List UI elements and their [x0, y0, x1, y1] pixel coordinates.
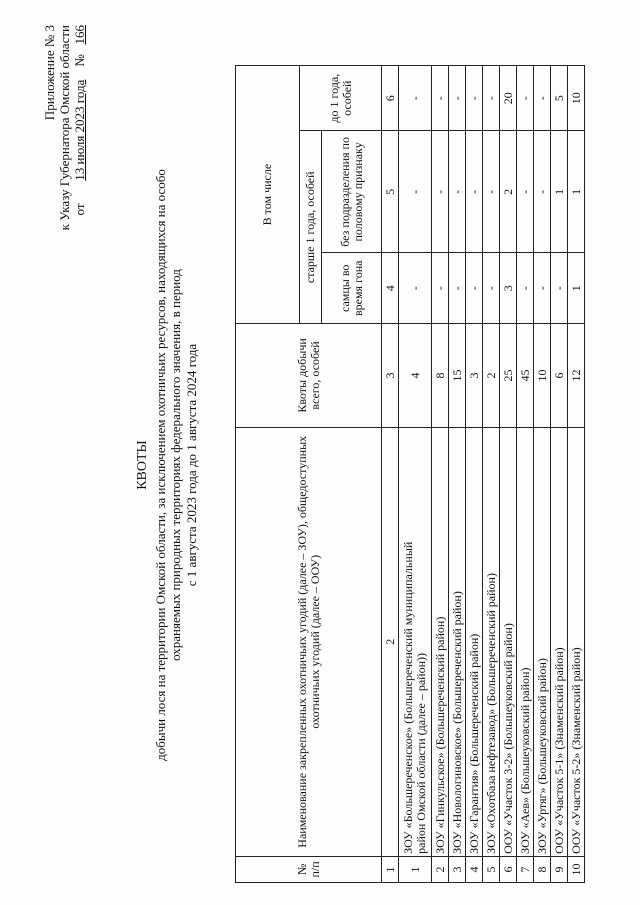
row-nosex: - [449, 131, 466, 253]
row-nosex: - [399, 131, 432, 253]
header-nosex: без подразделения по половому признаку [322, 131, 382, 253]
row-males: - [534, 253, 551, 324]
title-line-1: добычи лося на территории Омской области, за исключением охотничьих ресурсов, находящихся на особо [152, 169, 168, 761]
row-number: 5 [483, 856, 500, 882]
column-number-row [382, 66, 399, 883]
table-row [449, 66, 466, 883]
row-total: 45 [517, 324, 534, 427]
row-males: - [483, 253, 500, 324]
row-number: 1 [399, 856, 432, 882]
row-name: ЗОУ «Гарантия» (Большереченский район) [466, 427, 483, 856]
col-number: 3 [382, 324, 399, 427]
row-young: 10 [568, 66, 585, 131]
date-prefix: от [72, 203, 87, 216]
header-males: самцы во время гона [322, 253, 382, 324]
row-name: ЗОУ «Уртяг» (Большеуковский район) [534, 427, 551, 856]
decree-date: 13 июля 2023 года [72, 79, 87, 181]
row-number: 8 [534, 856, 551, 882]
row-young: - [399, 66, 432, 131]
appendix-date-line [72, 25, 87, 245]
col-number: 2 [382, 427, 399, 856]
appendix-number: Приложение № 3 [42, 25, 57, 121]
row-number: 9 [551, 856, 568, 882]
document-title [135, 55, 199, 875]
row-number: 3 [449, 856, 466, 882]
table-row [534, 66, 551, 883]
row-males: - [517, 253, 534, 324]
row-males: 3 [500, 253, 517, 324]
header-name: Наименование закрепленных охотничьих угодий (далее – ЗОУ), общедоступных охотничьих угодий (далее – ООУ) [236, 427, 382, 856]
table-row [466, 66, 483, 883]
row-name-line: район Омской области (далее – район)) [414, 653, 428, 854]
col-number: 4 [382, 253, 399, 324]
decree-number: 166 [72, 25, 87, 45]
row-males: - [399, 253, 432, 324]
row-nosex: - [483, 131, 500, 253]
row-males: - [551, 253, 568, 324]
row-nosex: - [432, 131, 449, 253]
title-line-2: охраняемых природных территориях федерального значения, в период [168, 269, 183, 661]
col-number: 5 [382, 131, 399, 253]
row-total: 3 [466, 324, 483, 427]
row-name: ЗОУ «Гинкульское» (Большереченский район) [432, 427, 449, 856]
row-total: 4 [399, 324, 432, 427]
table-row [517, 66, 534, 883]
row-young: - [534, 66, 551, 131]
appendix-header [42, 25, 87, 245]
table-row [551, 66, 568, 883]
table-row [399, 66, 432, 883]
row-total: 10 [534, 324, 551, 427]
table-row [500, 66, 517, 883]
row-nosex: 1 [568, 131, 585, 253]
row-name: ЗОУ «Охотбаза нефтезавод» (Большереченский район) [483, 427, 500, 856]
row-young: - [432, 66, 449, 131]
title-heading: КВОТЫ [135, 440, 150, 490]
row-number: 7 [517, 856, 534, 882]
row-total: 8 [432, 324, 449, 427]
row-number: 10 [568, 856, 585, 882]
header-including: В том числе [236, 66, 300, 324]
header-num: № п/п [236, 856, 382, 882]
row-young: - [483, 66, 500, 131]
header-young: до 1 года, особей [300, 66, 382, 131]
row-nosex: - [534, 131, 551, 253]
row-name [399, 427, 432, 856]
header-older: старше 1 года, особей [300, 131, 322, 324]
col-number: 1 [382, 856, 399, 882]
row-name: ООУ «Участок 5-1» (Знаменский район) [551, 427, 568, 856]
row-nosex: 2 [500, 131, 517, 253]
row-nosex: 1 [551, 131, 568, 253]
quota-table [235, 65, 585, 883]
row-total: 2 [483, 324, 500, 427]
number-prefix: № [72, 54, 87, 67]
row-young: - [517, 66, 534, 131]
table-row [568, 66, 585, 883]
table-row [432, 66, 449, 883]
row-males: - [449, 253, 466, 324]
col-number: 6 [382, 66, 399, 131]
row-young: - [466, 66, 483, 131]
row-total: 12 [568, 324, 585, 427]
row-name: ЗОУ «Аев» (Большеуковский район) [517, 427, 534, 856]
row-young: 5 [551, 66, 568, 131]
row-males: 1 [568, 253, 585, 324]
header-total: Квоты добычи всего, особей [236, 324, 382, 427]
row-males: - [432, 253, 449, 324]
row-number: 2 [432, 856, 449, 882]
row-nosex: - [517, 131, 534, 253]
row-name-line: ЗОУ «Большереченское» (Большереченский муниципальный [401, 541, 415, 854]
row-total: 25 [500, 324, 517, 427]
row-name: ЗОУ «Новологиновское» (Большереченский район) [449, 427, 466, 856]
row-young: - [449, 66, 466, 131]
appendix-decree-ref: к Указу Губернатора Омской области [57, 25, 72, 231]
row-total: 15 [449, 324, 466, 427]
row-total: 6 [551, 324, 568, 427]
row-number: 4 [466, 856, 483, 882]
row-name: ООУ «Участок 5-2» (Знаменский район) [568, 427, 585, 856]
row-males: - [466, 253, 483, 324]
row-nosex: - [466, 131, 483, 253]
row-name: ООУ «Участок 3-2» (Большеуковский район) [500, 427, 517, 856]
title-line-3: с 1 августа 2023 года до 1 августа 2024 года [183, 343, 199, 587]
row-number: 6 [500, 856, 517, 882]
table-header-row [236, 66, 300, 883]
row-young: 20 [500, 66, 517, 131]
table-row [483, 66, 500, 883]
